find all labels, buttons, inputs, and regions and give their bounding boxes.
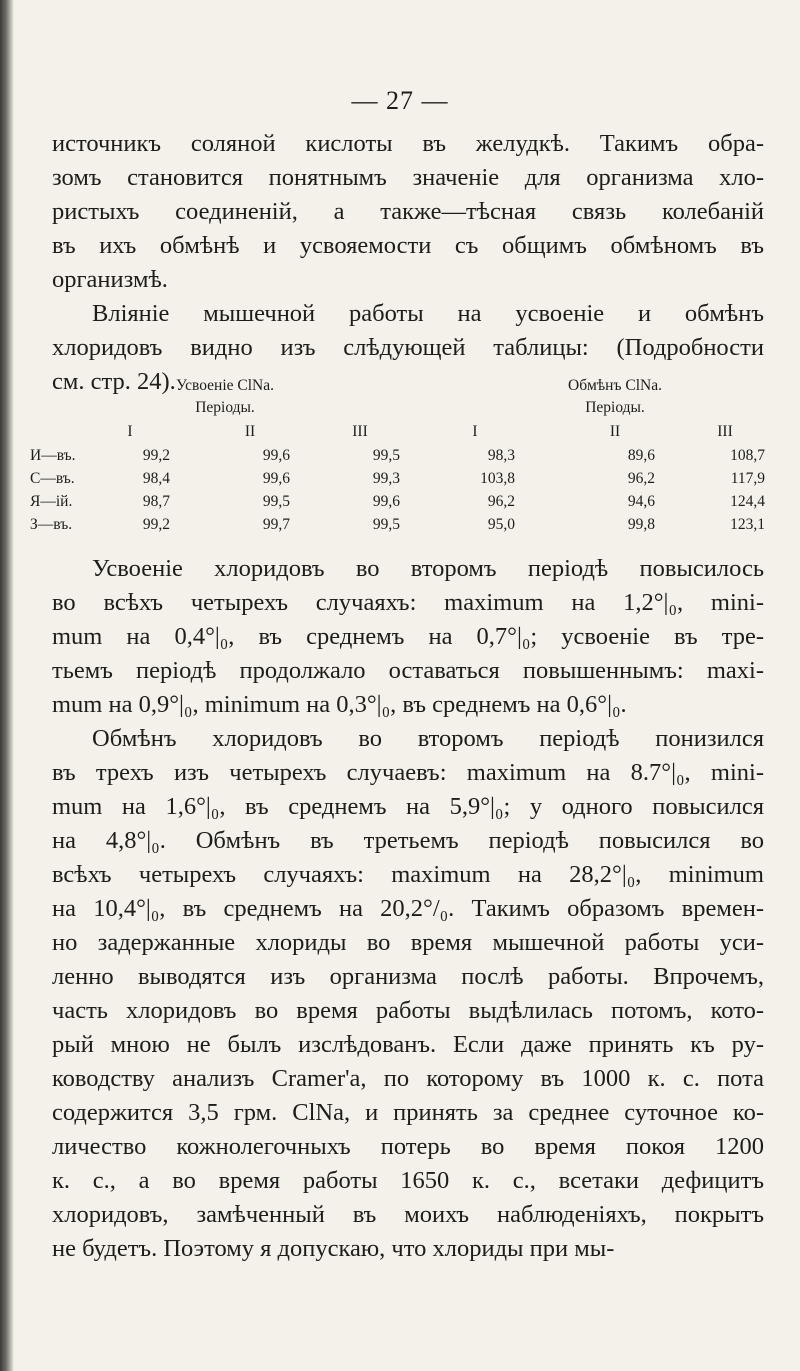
book-binding-edge <box>0 0 14 1371</box>
table-cell: 123,1 <box>730 516 765 533</box>
table-group1-title: Усвоеніе ClNa. <box>176 377 274 394</box>
table-cell: 124,4 <box>730 493 765 510</box>
text-line: mum на 0,4°|₀, въ среднемъ на 0,7°|₀; усвоеніе въ тре- <box>52 623 764 650</box>
text-line: mum на 0,9°|₀, minimum на 0,3°|₀, въ среднемъ на 0,6°|₀. <box>52 691 627 718</box>
text-line: въ ихъ обмѣнѣ и усвояемости съ общимъ обмѣномъ въ <box>52 232 764 259</box>
text-line: во всѣхъ четырехъ случаяхъ: maximum на 1,2°|₀, mini- <box>52 589 764 616</box>
text-line: на 10,4°|₀, въ среднемъ на 20,2°/₀. Такимъ образомъ времен- <box>52 895 764 922</box>
table-cell: 89,6 <box>627 447 655 464</box>
table-cell: 99,2 <box>142 516 170 533</box>
table-cell: 96,2 <box>487 493 515 510</box>
table-cell: 99,2 <box>142 447 170 464</box>
text-line: см. стр. 24). <box>52 368 176 395</box>
table-cell: 98,3 <box>487 447 515 464</box>
table-cell: 94,6 <box>627 493 655 510</box>
table-header-period: II <box>609 423 621 440</box>
text-line: зомъ становится понятнымъ значеніе для организма хло- <box>52 164 764 191</box>
text-line: но задержанные хлориды во время мышечной работы уси- <box>52 929 764 956</box>
table-row-label: С—въ. <box>30 470 75 487</box>
text-line: ленно выводятся изъ организма послѣ работы. Впрочемъ, <box>52 963 764 990</box>
table-group2-title: Обмѣнъ ClNa. <box>568 377 662 394</box>
table-cell: 98,4 <box>142 470 170 487</box>
table-header-period: II <box>244 423 256 440</box>
table-cell: 99,5 <box>372 516 400 533</box>
table-cell: 99,6 <box>372 493 400 510</box>
text-line: Вліяніе мышечной работы на усвоеніе и обмѣнъ <box>92 300 764 327</box>
text-line: Усвоеніе хлоридовъ во второмъ періодѣ повысилось <box>92 555 764 582</box>
text-line: ководству анализъ Cramer'а, по которому въ 1000 к. с. пота <box>52 1065 764 1092</box>
table-cell: 98,7 <box>142 493 170 510</box>
text-line: личество кожнолегочныхъ потерь во время покоя 1200 <box>52 1133 764 1160</box>
text-line: часть хлоридовъ во время работы выдѣлилась потомъ, кото- <box>52 997 764 1024</box>
table-cell: 99,5 <box>372 447 400 464</box>
text-line: въ трехъ изъ четырехъ случаевъ: maximum на 8.7°|₀, mini- <box>52 759 764 786</box>
table-cell: 103,8 <box>480 470 515 487</box>
text-line: источникъ соляной кислоты въ желудкѣ. Такимъ обра- <box>52 130 764 157</box>
table-cell: 99,3 <box>372 470 400 487</box>
table-row-label: З—въ. <box>30 516 73 533</box>
table-row-label: И—въ. <box>30 447 76 464</box>
text-line: хлоридовъ видно изъ слѣдующей таблицы: (Подробности <box>52 334 764 361</box>
table-cell: 99,7 <box>262 516 290 533</box>
text-line: всѣхъ четырехъ случаяхъ: maximum на 28,2°|₀, minimum <box>52 861 764 888</box>
text-line: тьемъ періодѣ продолжало оставаться повышеннымъ: maxi- <box>52 657 764 684</box>
table-cell: 99,6 <box>262 447 290 464</box>
table-group1-subtitle: Періоды. <box>195 399 255 416</box>
text-line: ристыхъ соединеній, а также—тѣсная связь колебаній <box>52 198 764 225</box>
table-cell: 117,9 <box>730 470 765 487</box>
table-cell: 108,7 <box>730 447 765 464</box>
table-cell: 95,0 <box>487 516 515 533</box>
table-cell: 96,2 <box>627 470 655 487</box>
text-block-bottom <box>52 552 764 1266</box>
text-line: хлоридовъ, замѣченный въ моихъ наблюденіяхъ, покрытъ <box>52 1201 764 1228</box>
text-line: организмѣ. <box>52 266 168 293</box>
table-cell: 99,5 <box>262 493 290 510</box>
text-line: к. с., а во время работы 1650 к. с., всетаки дефицитъ <box>52 1167 764 1194</box>
text-block-top <box>52 127 764 399</box>
text-line: рый мною не былъ изслѣдованъ. Если даже принять къ ру- <box>52 1031 764 1058</box>
text-line: на 4,8°|₀. Обмѣнъ въ третьемъ періодѣ повысился во <box>52 827 764 854</box>
text-line: содержится 3,5 грм. ClNa, и принять за среднее суточное ко- <box>52 1099 764 1126</box>
table-header-period: I <box>472 423 478 440</box>
table-header-period: I <box>127 423 133 440</box>
table-row-label: Я—ій. <box>30 493 73 510</box>
text-line: не будетъ. Поэтому я допускаю, что хлориды при мы- <box>52 1235 615 1262</box>
table-group2-subtitle: Періоды. <box>585 399 645 416</box>
table-cell: 99,6 <box>262 470 290 487</box>
table-cell: 99,8 <box>627 516 655 533</box>
page-number: — 27 — <box>351 86 449 115</box>
table-header-period: III <box>717 423 733 440</box>
text-line: Обмѣнъ хлоридовъ во второмъ періодѣ понизился <box>92 725 764 752</box>
text-line: mum на 1,6°|₀, въ среднемъ на 5,9°|₀; у одного повысился <box>52 793 764 820</box>
table-header-period: III <box>352 423 368 440</box>
